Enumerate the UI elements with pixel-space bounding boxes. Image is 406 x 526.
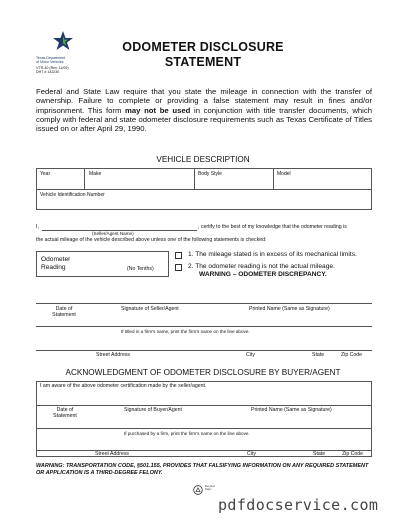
no-tenths-label: (No Tenths) — [127, 266, 154, 272]
buyer-acknowledgment-heading: ACKNOWLEDGMENT OF ODOMETER DISCLOSURE BY BUYER/AGENT — [65, 368, 341, 377]
mileage-exceeds-checkbox[interactable] — [175, 252, 182, 259]
seller-signature-label: Signature of Seller/Agent — [121, 306, 179, 312]
statement-2: 2. The odometer reading is not the actual mileage. — [188, 263, 335, 270]
odometer-label-1: Odometer — [41, 256, 71, 263]
odometer-reading-field[interactable] — [36, 251, 169, 277]
seller-city-label: City — [246, 352, 255, 358]
buyer-aware-text: I am aware of the above odometer certification made by the seller/agent. — [40, 383, 207, 389]
buyer-zip-label: Zip Code — [342, 451, 364, 457]
intro-paragraph — [36, 87, 372, 133]
buyer-street-label: Street Address — [95, 451, 130, 457]
page-title — [100, 40, 306, 70]
intro-text-1: Federal and State Law require that you state the mileage in connection with the transfer of ownership. Failure to complete or providing a false statement may result in fines and/or imprisonment. This form — [36, 87, 372, 115]
seller-firm-note: If titled in a firm's name, print the firm's name on the line above. — [121, 329, 250, 334]
divider — [194, 169, 195, 189]
vehicle-description-heading: VEHICLE DESCRIPTION — [156, 155, 250, 164]
buyer-firm-note: If purchased by a firm, print the firm's name on the line above. — [124, 431, 250, 436]
vehicle-description-box — [36, 168, 372, 210]
odometer-discrepancy-warning: WARNING – ODOMETER DISCREPANCY. — [199, 271, 327, 278]
intro-bold: may not be used — [125, 105, 191, 115]
statement-1: 1. The mileage stated is in excess of its mechanical limits. — [188, 251, 357, 258]
seller-street-label: Street Address — [96, 352, 131, 358]
intro-text-2: in conjunction with title transfer documents, which comply with federal and state odometer disclosure requirements such as Texas Certificate of Titles issued on or after April 29, 1990. — [36, 105, 372, 134]
seller-printed-name-label: Printed Name (Same as Signature) — [249, 306, 330, 312]
buyer-signature-label: Signature of Buyer/Agent — [124, 407, 182, 413]
recycled-paper-label: Recycled Paper — [205, 485, 215, 491]
certify-prefix: I, — [36, 224, 39, 230]
odometer-label-2: Reading — [41, 264, 66, 271]
buyer-state-label: State — [313, 451, 326, 457]
title-line-1: ODOMETER DISCLOSURE — [122, 40, 284, 54]
seller-firm-line[interactable] — [36, 326, 372, 327]
certify-line-2: the actual mileage of the vehicle described above unless one of the following statements is checked: — [36, 237, 267, 243]
date-of-label: Date of — [55, 306, 73, 312]
body-style-field[interactable]: Body Style — [198, 171, 222, 177]
divider — [273, 169, 274, 189]
statement-label: Statement — [53, 413, 77, 420]
buyer-signature-line[interactable] — [37, 405, 371, 406]
buyer-city-label: City — [247, 451, 256, 457]
seller-address-line[interactable] — [36, 350, 372, 351]
divider — [37, 189, 371, 190]
txdmv-star-logo-icon — [52, 30, 74, 52]
seller-state-label: State — [312, 352, 325, 358]
buyer-acknowledgment-box — [36, 381, 372, 457]
dht-number: DHT # 142230 — [36, 70, 60, 75]
buyer-firm-line[interactable] — [37, 428, 371, 429]
seller-signature-line[interactable] — [36, 303, 372, 304]
watermark: pdfdocservice.com — [218, 496, 379, 514]
seller-agent-name-label: (Seller/Agent Name) — [92, 231, 134, 236]
agency-block — [36, 56, 86, 74]
form-number: VTR-40 (Rev. 11/09) — [36, 65, 69, 70]
statement-label: Statement — [52, 312, 76, 319]
divider — [84, 169, 85, 189]
year-field[interactable]: Year — [40, 171, 51, 177]
title-line-2: STATEMENT — [164, 55, 242, 69]
certify-suffix: , certify to the best of my knowledge that the odometer reading is — [198, 224, 347, 230]
buyer-printed-name-label: Printed Name (Same as Signature) — [251, 407, 332, 413]
felony-warning: WARNING: TRANSPORTATION CODE, §501.155, PROVIDES THAT FALSIFYING INFORMATION ON ANY REQUIRED STATEMENT OR APPLICATION IS A THIRD-DEGREE FELONY. — [36, 463, 369, 476]
vin-field[interactable]: Vehicle Identification Number — [40, 192, 105, 198]
model-field[interactable]: Model — [277, 171, 291, 177]
agency-line: Texas Department — [36, 56, 66, 60]
recycle-icon — [193, 485, 203, 495]
make-field[interactable]: Make — [89, 171, 102, 177]
seller-zip-label: Zip Code — [341, 352, 363, 358]
buyer-date-label — [51, 407, 79, 419]
date-of-label: Date of — [56, 407, 74, 413]
not-actual-mileage-checkbox[interactable] — [175, 264, 182, 271]
seller-date-label — [52, 306, 76, 318]
agency-line: of Motor Vehicles — [36, 60, 64, 65]
